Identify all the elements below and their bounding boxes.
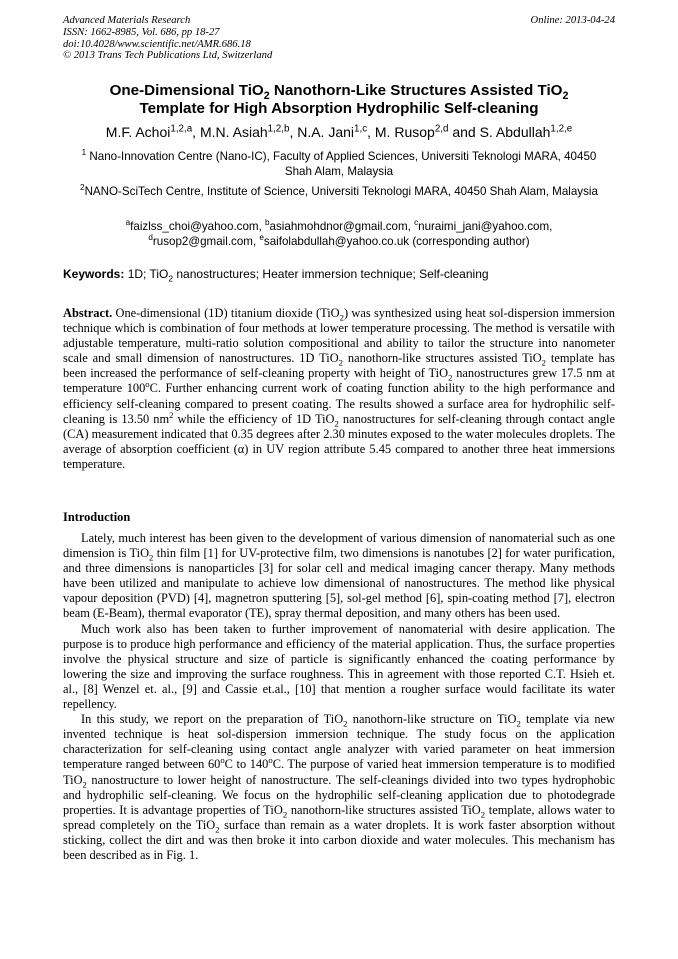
title-line-2: Template for High Absorption Hydrophilic Self-cleaning bbox=[139, 100, 539, 117]
author-emails: $^a$faizlss_choi@yahoo.com, $^b$asiahmohdnor@gmail.com, $^c$nuraimi_jani@yahoo.com, $^d$rusop2@gmail.com, $^e$saifolabdullah@yahoo.co.uk (corresponding author) bbox=[125, 218, 553, 248]
email-link[interactable]: saifolabdullah@yahoo.co.uk (corresponding author) bbox=[263, 235, 530, 248]
paragraph: Much work also has been taken to further improvement of nanomaterial with desire application. The purpose is to produce high performance and efficiency of the material application. Thus, the surface properties involve the physical structure and size of particle is significantly enhanced the coating performance by lowering the size and improving the surface roughness. This in agreement with those reported C.T. Hsieh et. al., [8] Wenzel et. al., [9] and Cassie et.al., [10] that mention a rougher surface would facilitate its water repellency. bbox=[63, 621, 615, 712]
email-link[interactable]: nuraimi_jani@yahoo.com, bbox=[418, 220, 553, 233]
paragraph: Lately, much interest has been given to the development of various dimension of nanomaterial such as one dimension is TiO$_2$ thin film [1] for UV-protective film, two dimensions is nanotubes [2] for water purification, and three dimensions is nanoparticles [3] for solar cell and medical imaging cancer therapy. Many methods have been utilized and manipulate to achieve low dimensional of nanostructures. The method like physical vapour deposition (PVD) [4], magnetron sputtering [5], sol-gel method [6], spin-coating method [7], electron beam (E-Beam), thermal evaporator (TE), spray thermal deposition, and many others has been used. bbox=[63, 531, 615, 621]
journal-name: Advanced Materials Research bbox=[63, 15, 191, 26]
introduction-body bbox=[63, 531, 615, 863]
email-link[interactable]: faizlss_choi@yahoo.com, bbox=[130, 220, 266, 233]
keywords: Keywords: 1D; TiO$_2$ nanostructures; Heater immersion technique; Self-cleaning bbox=[63, 267, 489, 284]
keywords-label: Keywords: bbox=[63, 267, 125, 281]
paragraph: In this study, we report on the preparation of TiO$_2$ nanothorn-like structure on TiO$_2$ template via new invented technique is heat sol-dispersion immersion technique. The study focus on the application characterization for self-cleaning using contact angle analyzer with varied parameter on heat immersion temperature ranged between 60$^o$C to 140$^o$C. The purpose of varied heat immersion temperature is to modified TiO$_2$ nanostructure to lower height of nanostructure. The self-cleanings divided into two types hydrophobic and hydrophilic self-cleaning. We focus on the hydrophilic self-cleaning application due to photodegrade properties. It is advantage properties of TiO$_2$ nanothorn-like structures assisted TiO$_2$ template, allows water to spread completely on the TiO$_2$ surface than remain as a water droplets. It is work faster absorption without sticking, collect the dirt and was then broke it into carbon dioxide and water molecules. This mechanism has been described as in Fig. 1. bbox=[63, 712, 616, 862]
journal-header bbox=[63, 15, 615, 62]
paper-title bbox=[63, 82, 615, 118]
email-link[interactable]: asiahmohdnor@gmail.com, bbox=[269, 220, 415, 233]
online-date: Online: 2013-04-24 bbox=[530, 15, 615, 26]
section-heading-introduction: Introduction bbox=[63, 510, 131, 524]
author-list: M.F. Achoi$^{1,2,a}$, M.N. Asiah$^{1,2,b}$, N.A. Jani$^{1,c}$, M. Rusop$^{2,d}$ and S. Abdullah$^{1,2,e}$ bbox=[105, 123, 573, 140]
abstract-label: Abstract. bbox=[63, 306, 113, 320]
doi-line: doi:10.4028/www.scientific.net/AMR.686.18 bbox=[63, 38, 251, 50]
affiliation-2: $^2$NANO-SciTech Centre, Institute of Science, Universiti Teknologi MARA, 40450 Shah Alam, Malaysia bbox=[80, 183, 598, 198]
issn-line: ISSN: 1662-8985, Vol. 686, pp 18-27 bbox=[63, 26, 220, 38]
affiliation-1: $^1$ Nano-Innovation Centre (Nano-IC), Faculty of Applied Sciences, Universiti Teknologi MARA, 40450 Shah Alam, Malaysia bbox=[81, 148, 597, 178]
email-link[interactable]: rusop2@gmail.com, bbox=[152, 235, 260, 248]
copyright-line: © 2013 Trans Tech Publications Ltd, Switzerland bbox=[63, 50, 273, 62]
title-line-1: One-Dimensional TiO$_2$ Nanothorn-Like Structures Assisted TiO$_2$ bbox=[109, 82, 569, 103]
abstract: Abstract. One-dimensional (1D) titanium dioxide (TiO$_2$) was synthesized using heat sol-dispersion immersion technique which is combination of four methods at lower temperature processing. The method is versatile with adjustable temperature, multi-ratio solution compositional and ability to tailor the structure into nanometer scale and small dimension of nanostructures. 1D TiO$_2$ nanothorn-like structures assisted TiO$_2$ template has been increased the performance of self-cleaning property with height of TiO$_2$ nanostructures grew 17.5 nm at temperature 100$^o$C. Further enhancing current work of coating function ability to the high performance and efficiency self-cleaning compared to present coating. The results showed a surface area for hydrophilic self-cleaning is 13.50 $nm^2$ while the efficiency of 1D TiO$_2$ nanostructures for self-cleaning through contact angle (CA) measurement indicated that 0.35 degrees after 2.30 minutes exposed to the water molecules droplets. The average of absorption coefficient (α) in UV region attribute 5.45 compared to another three heat immersions temperature. bbox=[63, 306, 615, 471]
